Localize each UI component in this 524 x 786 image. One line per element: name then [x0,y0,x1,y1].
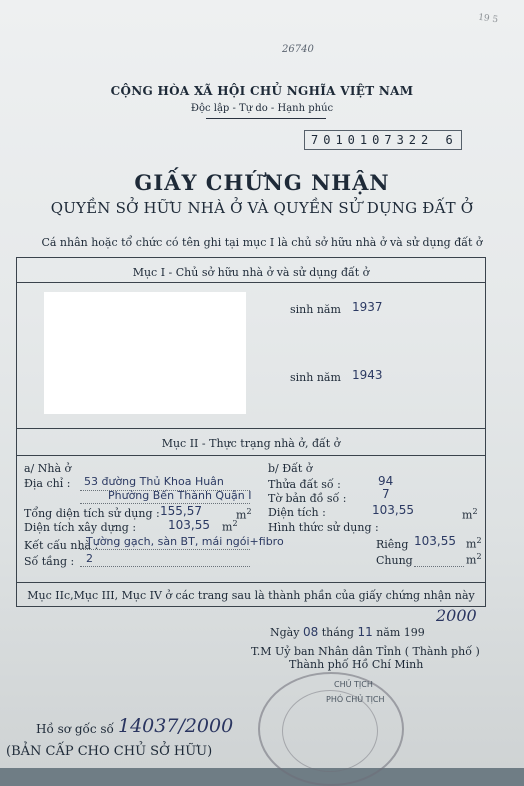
year-label: năm 199 [376,626,425,639]
total-area-unit: $m^2$ [236,507,252,522]
house-heading: a/ Nhà ở [24,462,72,475]
total-area-value: 155,57 [160,504,202,518]
floors-label: Số tầng : [24,555,75,568]
parcel-value: 94 [378,474,394,488]
section1-divider [16,282,486,283]
footer-note: Mục IIc,Mục III, Mục IV ở các trang sau là thành phần của giấy chứng nhận này [27,589,475,602]
serial-number: 7010107322 6 [311,133,458,147]
land-area-label: Diện tích : [268,506,326,519]
address-line1: 53 đường Thủ Khoa Huân [84,475,224,488]
record-number: 14037/2000 [118,715,234,737]
handwritten-top-note: 26740 [282,44,314,55]
built-area-label: Diện tích xây dựng : [24,521,137,534]
month-value: 11 [357,625,373,639]
footer-divider [16,582,486,583]
record-label: Hồ sơ gốc số [36,722,114,736]
serial-number-box [304,130,462,150]
document-title: GIẤY CHỨNG NHẬN [134,170,390,195]
section2-heading: Mục II - Thực trạng nhà ở, đất ở [161,437,341,450]
section2-top-divider [16,428,486,429]
month-label: tháng [321,626,354,639]
total-area-label: Tổng diện tích sử dụng : [24,507,160,520]
owner2-birth-year: 1943 [352,368,383,382]
intro-text: Cá nhân hoặc tổ chức có tên ghi tại mục I là chủ sở hữu nhà ở và sử dụng đất ở [41,236,483,249]
copy-note: (BẢN CẤP CHO CHỦ SỞ HỮU) [6,744,213,759]
private-area-unit: $m^2$ [466,536,482,551]
motto-underline [206,118,326,119]
map-label: Tờ bản đồ số : [268,492,347,505]
land-area-value: 103,55 [372,503,414,517]
shared-label: Chung [376,554,413,567]
document-subtitle: QUYỀN SỞ HỮU NHÀ Ở VÀ QUYỀN SỬ DỤNG ĐẤT Ở [50,199,474,217]
year-handwritten: 2000 [436,606,477,625]
day-label: Ngày [270,626,300,639]
owner1-birth-label: sinh năm [290,303,341,316]
map-value: 7 [382,487,390,501]
private-label: Riêng [376,538,409,551]
structure-label: Kết cấu nhà : [24,539,99,552]
signatory-line2: Thành phố Hồ Chí Minh [289,658,424,671]
corner-note: 19 5 [477,12,499,26]
land-heading: b/ Đất ở [268,462,313,475]
floors-value: 2 [86,552,93,565]
stamp-title-2: PHÓ CHỦ TỊCH [326,695,385,704]
built-area-value: 103,55 [168,518,210,532]
signatory-line1: T.M Uỷ ban Nhân dân Tỉnh ( Thành phố ) [251,645,480,658]
structure-underline [80,549,250,550]
private-area-value: 103,55 [414,534,456,548]
date-line [270,625,425,639]
nation-heading: CỘNG HÒA XÃ HỘI CHỦ NGHĨA VIỆT NAM [110,84,414,98]
section1-heading: Mục I - Chủ sở hữu nhà ở và sử dụng đất ở [132,266,370,279]
section2-header-divider [16,455,486,456]
shared-area-unit: $m^2$ [466,552,482,567]
shared-underline [414,566,464,567]
motto: Độc lập - Tự do - Hạnh phúc [190,103,334,114]
day-value: 08 [302,625,319,639]
usage-label: Hình thức sử dụng : [268,521,379,534]
structure-value: Tường gạch, sàn BT, mái ngói+fibro [86,535,284,548]
owner2-birth-label: sinh năm [290,371,341,384]
redacted-owner-info [44,292,246,414]
address-line2: Phường Bến Thành Quận I [108,489,252,502]
floors-underline [80,566,250,567]
owner1-birth-year: 1937 [352,300,383,314]
land-area-unit: $m^2$ [462,507,478,522]
parcel-label: Thửa đất số : [268,478,341,491]
address-label: Địa chỉ : [24,477,71,490]
built-area-unit: $m^2$ [222,519,238,534]
stamp-title-1: CHỦ TỊCH [334,680,373,689]
